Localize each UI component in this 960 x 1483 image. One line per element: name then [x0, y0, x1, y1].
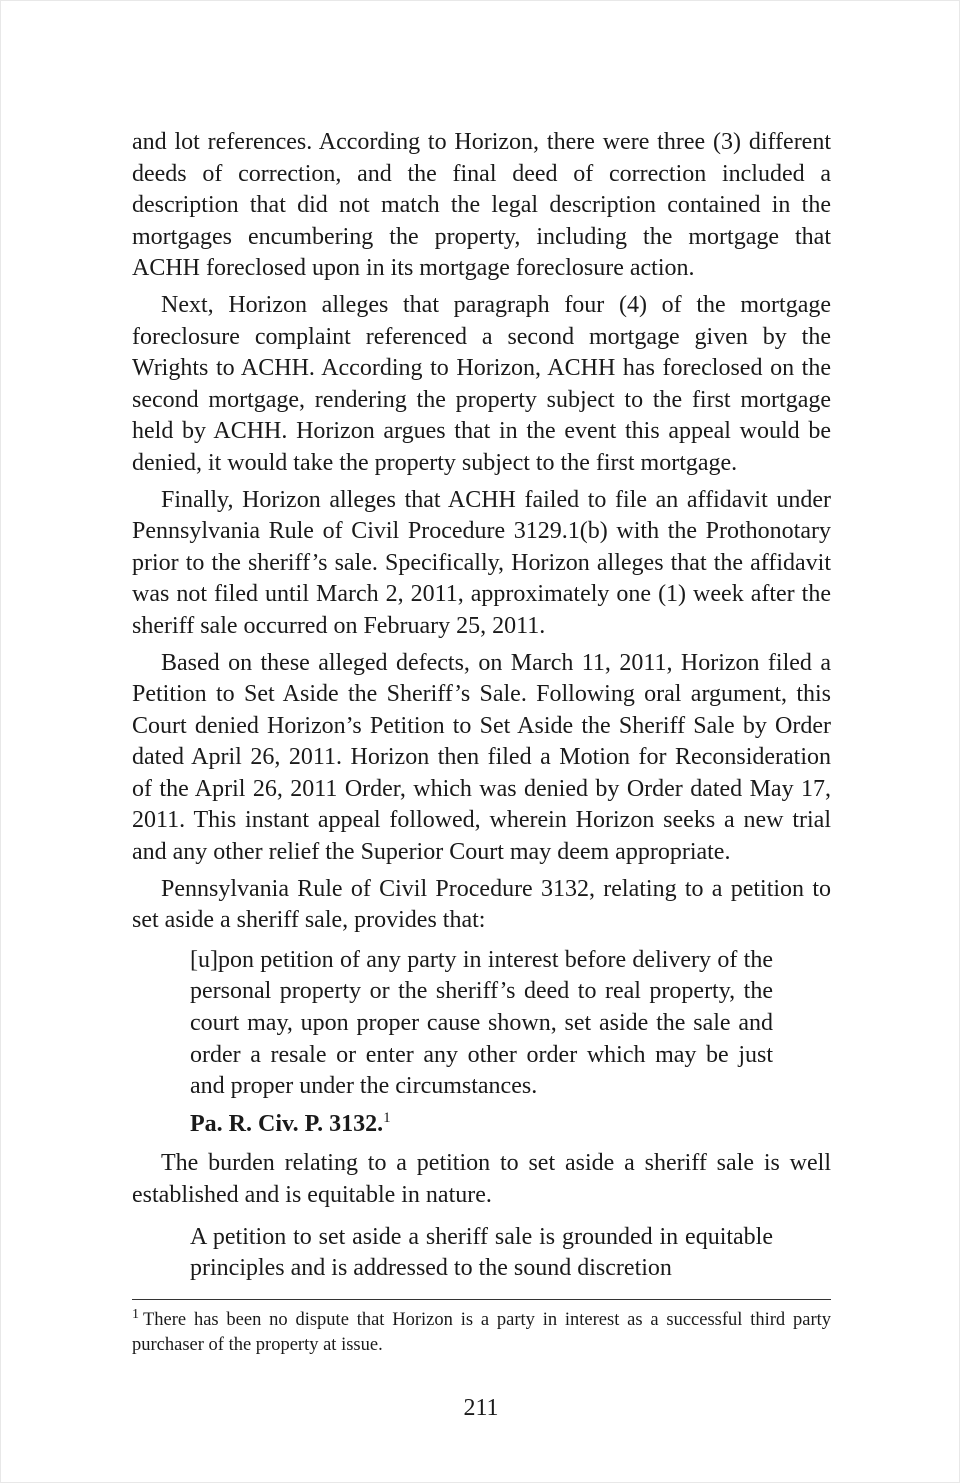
paragraph-procedural-history: Based on these alleged defects, on March 11, 2011, Horizon filed a Petition to Set Aside the Sheriff’s Sale. Following oral argument, this Court denied Horizon’s Petition to Set Aside the Sheriff Sale by Order dated April 26, 2011. Horizon then filed a Motion for Reconsideration of the April 26, 2011 Order, which was denied by Order dated May 17, 2011. This instant appeal followed, wherein Horizon seeks a new trial and any other relief the Superior Court may deem appropriate. — [132, 649, 831, 866]
paragraph-second-mortgage: Next, Horizon alleges that paragraph four (4) of the mortgage foreclosure complaint referenced a second mortgage given by the Wrights to ACHH. According to Horizon, ACHH has foreclosed on the second mortgage, rendering the property subject to the first mortgage held by ACHH. Horizon argues that in the event this appeal would be denied, it would take the property subject to the first mortgage. — [132, 291, 831, 476]
footnote-reference: 1 — [383, 1109, 391, 1126]
block-quote-rule-3132 — [190, 945, 773, 1103]
citation-text: Pa. R. Civ. P. 3132. — [190, 1110, 384, 1137]
paragraph-burden: The burden relating to a petition to set aside a sheriff sale is well established and is equitable in nature. — [132, 1150, 831, 1208]
footnote-text: There has been no dispute that Horizon is a party in interest as a successful third party purchaser of the property at issue. — [132, 1310, 831, 1355]
body-text — [132, 127, 831, 1285]
block-quote-equitable — [190, 1222, 773, 1285]
footnote-divider — [132, 1299, 831, 1300]
page-number: 211 — [463, 1395, 499, 1421]
paragraph-rule-3132-intro: Pennsylvania Rule of Civil Procedure 3132, relating to a petition to set aside a sheriff sale, provides that: — [132, 875, 831, 934]
footnote — [132, 1308, 831, 1358]
citation — [190, 1109, 831, 1141]
footnote-mark: 1 — [132, 1306, 139, 1322]
block-quote-2-text: A petition to set aside a sheriff sale is grounded in equitable principles and is addressed to the sound discretion — [190, 1223, 773, 1282]
paragraph-affidavit: Finally, Horizon alleges that ACHH failed to file an affidavit under Pennsylvania Rule of Civil Procedure 3129.1(b) with the Prothonotary prior to the sheriff’s sale. Specifically, Horizon alleges that the affidavit was not filed until March 2, 2011, approximately one (1) week after the sheriff sale occurred on February 25, 2011. — [132, 486, 831, 639]
block-quote-text: [u]pon petition of any party in interest before delivery of the personal property or the sheriff’s deed to real property, the court may, upon proper cause shown, set aside the sale and order a resale or enter any other order which may be just and proper under the circumstances. — [190, 946, 773, 1100]
paragraph-continued: and lot references. According to Horizon, there were three (3) different deeds of correction, and the final deed of correction included a description that did not match the legal description contained in the mortgages encumbering the property, including the mortgage that ACHH foreclosed upon in its mortgage foreclosure action. — [132, 129, 831, 282]
